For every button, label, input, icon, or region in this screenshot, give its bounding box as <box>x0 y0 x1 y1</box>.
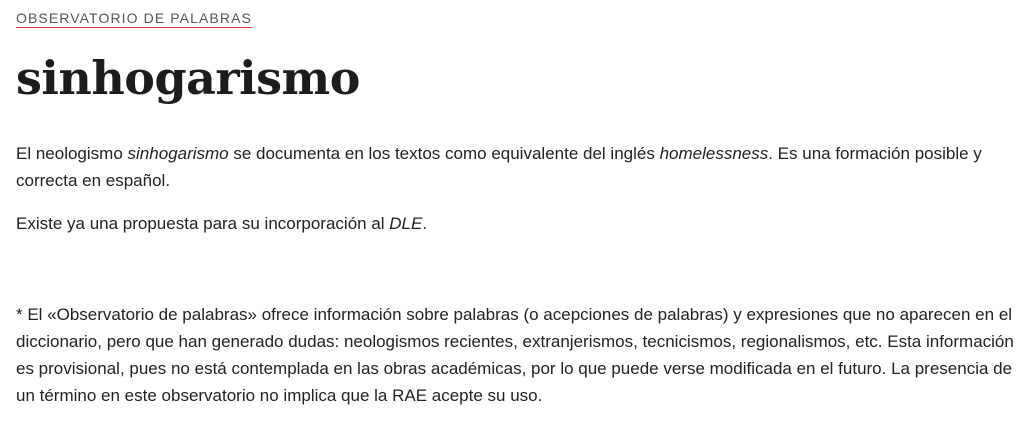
definition-text: se documenta en los textos como equivalente del inglés <box>228 144 660 163</box>
page <box>16 0 1024 409</box>
definition-text: El neologismo <box>16 144 128 163</box>
footnote-line: diccionario, pero que han generado dudas: neologismos recientes, extranjerismos, tecnicismos, regionalismos, etc. Esta información <box>16 332 1014 351</box>
page-title: sinhogarismo <box>16 51 360 105</box>
definition-text: . <box>422 214 428 233</box>
definition-text: . Es una formación posible y <box>768 144 982 163</box>
definition-paragraph-1 <box>16 140 1006 194</box>
footnote <box>16 301 1024 409</box>
definition-paragraph-2 <box>16 210 1006 237</box>
definition <box>16 140 1006 237</box>
term-italic: sinhogarismo <box>127 144 229 163</box>
footnote-line: * El «Observatorio de palabras» ofrece información sobre palabras (o acepciones de palabras) y expresiones que no aparecen en el <box>16 305 1013 324</box>
section-link-observatorio[interactable]: OBSERVATORIO DE PALABRAS <box>16 10 252 26</box>
definition-text: Existe ya una propuesta para su incorporación al <box>16 214 390 233</box>
foreign-term-italic: homelessness <box>659 144 769 163</box>
footnote-line: un término en este observatorio no implica que la RAE acepte su uso. <box>16 386 543 405</box>
dictionary-name-italic: DLE <box>389 214 423 233</box>
footnote-line: es provisional, pues no está contemplada en las obras académicas, por lo que puede verse modificada en el futuro. La presencia de <box>16 359 1013 378</box>
definition-text: correcta en español. <box>16 171 171 190</box>
